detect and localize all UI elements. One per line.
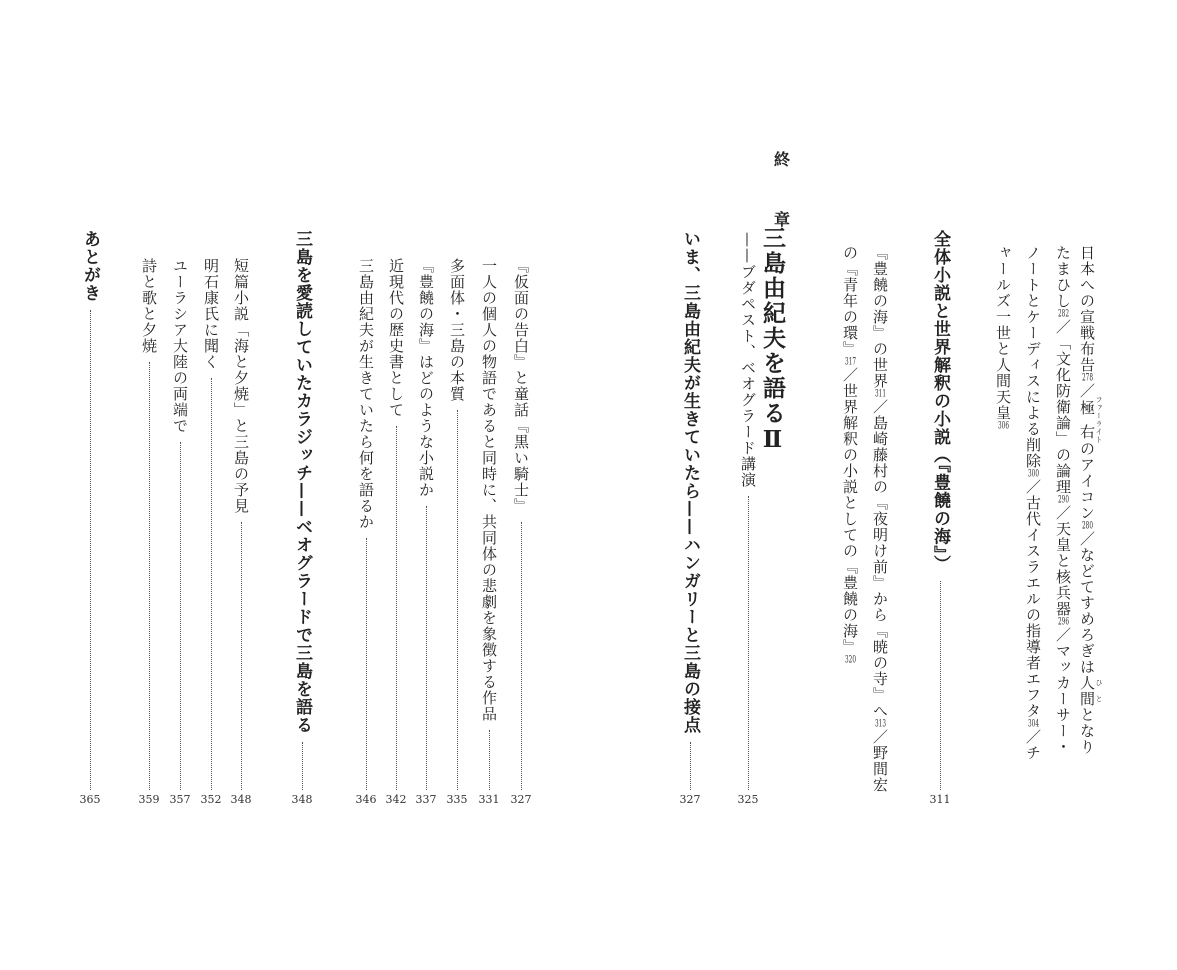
page-number: 359 (138, 793, 160, 806)
page-number: 337 (415, 793, 437, 806)
subsection-text: ／野間宏 (871, 729, 889, 793)
inline-page-number: 304 (1028, 719, 1039, 729)
inline-page-number: 311 (875, 389, 886, 399)
subsection-line (1078, 245, 1103, 755)
entry-title: 多面体・三島の本質 (448, 258, 466, 402)
subsection-text: となり (1078, 707, 1096, 755)
subsection-text: たまひし (1054, 245, 1072, 309)
chapter-label: 章 (774, 210, 791, 229)
ruby-reading: ひと (1095, 675, 1103, 707)
entry-title: 全体小説と世界解釈の小説（『豊饒の海』） (930, 230, 950, 573)
subsection-line (840, 245, 860, 665)
chapter-label: 終 (774, 150, 791, 169)
subsection-text: のアイコン (1078, 441, 1096, 521)
dot-leader (940, 581, 941, 790)
subsection-line (1053, 245, 1073, 755)
inline-page-number: 306 (998, 421, 1009, 431)
subsection-text: ャールズ一世と人間天皇 (994, 245, 1012, 421)
page-number: 331 (478, 793, 500, 806)
inline-page-number: 290 (1058, 495, 1069, 505)
inline-page-number: 300 (1028, 469, 1039, 479)
dot-leader (180, 442, 181, 790)
dot-leader (426, 506, 427, 790)
ruby-base: 極右 (1078, 396, 1096, 444)
subsection-text: ノートとケーディスによる削除 (1024, 245, 1042, 469)
page-number: 348 (291, 793, 313, 806)
subsection-text: ／マッカーサー・ (1054, 627, 1072, 755)
page-number: 311 (929, 793, 951, 806)
dot-leader (396, 426, 397, 790)
toc-entry (384, 258, 408, 790)
page-number: 357 (169, 793, 191, 806)
ruby-reading: ファーライト (1095, 396, 1103, 444)
entry-title: 三島を愛読していたカラジッチ——ベオグラードで三島を語る (292, 230, 312, 734)
subsection-text: ／ (1078, 383, 1096, 399)
subsection-text: ／古代イスラエルの指導者エフタ (1024, 479, 1042, 719)
toc-section (678, 230, 702, 790)
inline-page-number: 280 (1082, 521, 1093, 531)
toc-entry (354, 258, 378, 790)
entry-title: ——ブダペスト、ベオグラード講演 (739, 232, 757, 488)
subsection-text: ／島崎藤村の『夜明け前』から『暁の寺』へ (871, 399, 889, 719)
subsection-text: 『豊饒の海』の世界 (871, 245, 889, 389)
inline-page-number: 282 (1058, 309, 1069, 319)
subsection-text: ／などてすめろぎは (1078, 531, 1096, 675)
subsection-line (1023, 245, 1043, 761)
ruby-text (1078, 675, 1103, 707)
entry-title: あとがき (80, 230, 100, 302)
chapter-subtitle (736, 232, 760, 790)
page-number: 352 (200, 793, 222, 806)
dot-leader (690, 742, 691, 790)
subsection-text: ／天皇と核兵器 (1054, 505, 1072, 617)
page-number: 348 (230, 793, 252, 806)
subsection-text: ／「文化防衛論」の論理 (1054, 319, 1072, 495)
toc-entry (445, 258, 469, 790)
subsection-text: ／世界解釈の小説としての『豊饒の海』 (841, 367, 859, 655)
toc-entry (477, 258, 501, 790)
subsection-text: の『青年の環』 (841, 245, 859, 357)
page-number: 346 (355, 793, 377, 806)
dot-leader (241, 522, 242, 790)
entry-title: いま、三島由紀夫が生きていたら——ハンガリーと三島の接点 (680, 230, 700, 734)
toc-section (78, 230, 102, 790)
toc-section (290, 230, 314, 790)
dot-leader (521, 522, 522, 790)
entry-title: 三島由紀夫が生きていたら何を語るか (357, 258, 375, 530)
entry-title: 短篇小説「海と夕焼」と三島の予見 (232, 258, 250, 514)
inline-page-number: 320 (845, 655, 856, 665)
toc-entry (229, 258, 253, 790)
entry-title: 詩と歌と夕焼 (140, 258, 158, 354)
toc-entry (509, 258, 533, 790)
subsection-line (870, 245, 890, 793)
entry-title: ユーラシア大陸の両端で (171, 258, 189, 434)
entry-title: 『仮面の告白』と童話『黒い騎士』 (512, 258, 530, 514)
page-number: 342 (385, 793, 407, 806)
entry-title: 近現代の歴史書として (387, 258, 405, 418)
dot-leader (748, 496, 749, 790)
dot-leader (366, 538, 367, 790)
toc-section (928, 230, 952, 790)
dot-leader (149, 362, 150, 790)
inline-page-number: 313 (875, 719, 886, 729)
page-number: 327 (510, 793, 532, 806)
subsection-line (993, 245, 1013, 431)
subsection-text: ／チ (1024, 729, 1042, 761)
dot-leader (90, 310, 91, 790)
toc-entry (168, 258, 192, 790)
dot-leader (489, 730, 490, 790)
page-number: 365 (79, 793, 101, 806)
dot-leader (302, 742, 303, 790)
page-number: 327 (679, 793, 701, 806)
ruby-text (1078, 396, 1103, 444)
chapter-title: 三島由紀夫を語るⅡ (759, 226, 786, 455)
subsection-text: 日本への宣戦布告 (1078, 245, 1096, 373)
page-number: 335 (446, 793, 468, 806)
ruby-base: 人間 (1078, 675, 1096, 707)
entry-title: 明石康氏に聞く (202, 258, 220, 370)
inline-page-number: 296 (1058, 617, 1069, 627)
dot-leader (457, 410, 458, 790)
entry-title: 『豊饒の海』はどのような小説か (417, 258, 435, 498)
inline-page-number: 278 (1082, 373, 1093, 383)
dot-leader (211, 378, 212, 790)
toc-entry (199, 258, 223, 790)
page-number: 325 (737, 793, 759, 806)
toc-entry (414, 258, 438, 790)
inline-page-number: 317 (845, 357, 856, 367)
toc-entry (137, 258, 161, 790)
entry-title: 一人の個人の物語であると同時に、共同体の悲劇を象徴する作品 (480, 258, 498, 722)
